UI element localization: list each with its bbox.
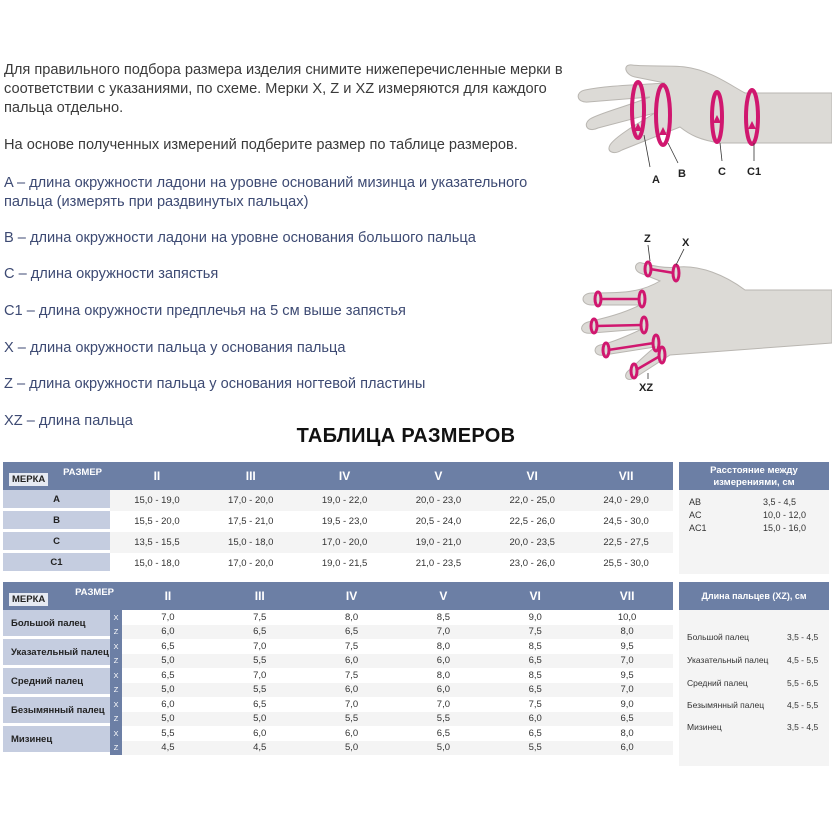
table-cell: 7,5: [489, 697, 581, 712]
table-cell: 22,5 - 26,0: [485, 511, 579, 532]
hand-measurement-diagram: [570, 55, 832, 190]
finger-name: Большой палец: [3, 610, 110, 639]
table-row: [3, 532, 673, 553]
table-cell: 24,5 - 30,0: [579, 511, 673, 532]
distance-name: AB: [689, 497, 702, 507]
finger-length-value: 4,5 - 5,5: [787, 700, 819, 710]
x-marker: X: [110, 697, 122, 712]
label-c1: C1: [747, 166, 762, 178]
table-cell: 6,5: [306, 625, 398, 640]
table2-size-label: РАЗМЕР: [75, 587, 114, 598]
distance-value: 3,5 - 4,5: [763, 497, 797, 507]
table-cell: 5,0: [214, 712, 306, 727]
table-cell: 7,0: [122, 610, 214, 625]
distance-name: AC: [689, 510, 702, 520]
table2-measure-label: МЕРКА: [9, 593, 48, 606]
table-cell: 9,0: [489, 610, 581, 625]
table-cell: 15,5 - 20,0: [110, 511, 204, 532]
table-cell: 17,0 - 20,0: [298, 532, 392, 553]
size-table-hand: [3, 462, 673, 574]
table2-corner: [3, 582, 122, 610]
table-cell: 6,0: [581, 741, 673, 756]
table-cell: 19,0 - 21,0: [391, 532, 485, 553]
table-cell: 24,0 - 29,0: [579, 490, 673, 511]
finger-length-value: 4,5 - 5,5: [787, 655, 819, 665]
row-label: C: [3, 532, 110, 553]
page-title: ТАБЛИЦА РАЗМЕРОВ: [296, 425, 516, 447]
definition-z: Z – длина окружности пальца у основания ногтевой пластины: [4, 376, 426, 392]
definition-x: X – длина окружности пальца у основания пальца: [4, 340, 346, 356]
row-label: C1: [3, 553, 110, 574]
table-cell: 7,5: [489, 625, 581, 640]
table2-size-header: V: [439, 589, 448, 603]
table-row: [3, 511, 673, 532]
table-cell: 9,5: [581, 639, 673, 654]
table-cell: 6,0: [122, 625, 214, 640]
finger-length-value: 5,5 - 6,5: [787, 678, 819, 688]
definition-xz: XZ – длина пальца: [4, 413, 133, 429]
table-cell: 6,5: [122, 668, 214, 683]
z-marker: Z: [110, 683, 122, 698]
table-cell: 6,5: [489, 683, 581, 698]
table-cell: 5,5: [397, 712, 489, 727]
table-cell: 5,0: [122, 654, 214, 669]
definition-c1: C1 – длина окружности предплечья на 5 см выше запястья: [4, 303, 406, 319]
table2-size-header: IV: [345, 589, 358, 603]
label-a: A: [652, 174, 660, 186]
table-cell: 7,0: [214, 668, 306, 683]
table-row: [3, 553, 673, 574]
finger-measurement-diagram: [570, 225, 832, 395]
finger-name: Средний палец: [3, 668, 110, 697]
table-cell: 7,0: [397, 625, 489, 640]
table-cell: 6,5: [214, 625, 306, 640]
table-cell: 5,5: [214, 654, 306, 669]
table1-size-header: IV: [338, 469, 351, 483]
table-cell: 7,0: [581, 683, 673, 698]
table-cell: 6,0: [214, 726, 306, 741]
table-row: [3, 668, 673, 683]
table-cell: 19,5 - 23,0: [298, 511, 392, 532]
table-cell: 7,5: [306, 639, 398, 654]
size-table-fingers: [3, 582, 673, 755]
row-label: A: [3, 490, 110, 511]
table-cell: 20,0 - 23,5: [485, 532, 579, 553]
label-c: C: [718, 166, 726, 178]
table2-size-header: VI: [529, 589, 541, 603]
distance-value: 15,0 - 16,0: [763, 523, 807, 533]
table1-size-header: VI: [526, 469, 538, 483]
distance-name: AC1: [689, 523, 707, 533]
table-row: [3, 697, 673, 712]
definition-a: A – длина окружности ладони на уровне оснований мизинца и указательного пальца (измерять при раздвинутых пальцах): [4, 175, 528, 210]
table-cell: 6,5: [397, 726, 489, 741]
z-marker: Z: [110, 654, 122, 669]
x-marker: X: [110, 610, 122, 625]
row-label: B: [3, 511, 110, 532]
table-cell: 7,0: [581, 654, 673, 669]
table-cell: 6,0: [397, 683, 489, 698]
finger-length-value: 3,5 - 4,5: [787, 722, 819, 732]
table1-size-header: VII: [618, 469, 634, 483]
table-row: [3, 726, 673, 741]
table-cell: 15,0 - 18,0: [110, 553, 204, 574]
table-cell: 5,0: [122, 683, 214, 698]
table2-size-header: VII: [619, 589, 635, 603]
table-cell: 8,0: [581, 726, 673, 741]
table-cell: 6,0: [397, 654, 489, 669]
table-cell: 19,0 - 21,5: [298, 553, 392, 574]
table-cell: 8,0: [397, 639, 489, 654]
table-cell: 10,0: [581, 610, 673, 625]
finger-name: Мизинец: [3, 726, 110, 755]
table-cell: 20,5 - 24,0: [391, 511, 485, 532]
table-cell: 5,5: [489, 741, 581, 756]
table-cell: 22,0 - 25,0: [485, 490, 579, 511]
distance-panel: [679, 462, 829, 574]
table-cell: 6,5: [489, 654, 581, 669]
table2-size-header: II: [164, 589, 172, 603]
table-cell: 8,0: [306, 610, 398, 625]
table-cell: 22,5 - 27,5: [579, 532, 673, 553]
table-cell: 4,5: [214, 741, 306, 756]
table-cell: 20,0 - 23,0: [391, 490, 485, 511]
table-cell: 15,0 - 18,0: [204, 532, 298, 553]
distance-value: 10,0 - 12,0: [763, 510, 807, 520]
finger-length-panel: [679, 582, 829, 766]
table-cell: 6,5: [489, 726, 581, 741]
table-cell: 21,0 - 23,5: [391, 553, 485, 574]
table1-size-header: V: [434, 469, 443, 483]
finger-length-name: Средний палец: [687, 678, 748, 688]
table-cell: 4,5: [122, 741, 214, 756]
finger-length-name: Безымянный палец: [687, 700, 765, 710]
table-cell: 23,0 - 26,0: [485, 553, 579, 574]
x-marker: X: [110, 668, 122, 683]
table-cell: 19,0 - 22,0: [298, 490, 392, 511]
table-cell: 7,0: [214, 639, 306, 654]
table-cell: 5,5: [122, 726, 214, 741]
table-cell: 6,5: [214, 697, 306, 712]
table-cell: 6,0: [306, 726, 398, 741]
table-cell: 9,5: [581, 668, 673, 683]
table-cell: 9,0: [581, 697, 673, 712]
finger-length-name: Мизинец: [687, 722, 722, 732]
table1-corner: [3, 462, 110, 490]
table-cell: 5,5: [214, 683, 306, 698]
table1-size-header: III: [245, 469, 256, 483]
finger-length-name: Указательный палец: [687, 655, 769, 665]
table-cell: 6,5: [581, 712, 673, 727]
table-row: [3, 490, 673, 511]
table-cell: 8,5: [489, 639, 581, 654]
definition-b: B – длина окружности ладони на уровне основания большого пальца: [4, 230, 476, 246]
intro-text: [4, 61, 564, 173]
table-cell: 7,5: [306, 668, 398, 683]
definition-c: C – длина окружности запястья: [4, 266, 219, 282]
label-x: X: [682, 237, 690, 249]
table-row: [3, 610, 673, 625]
label-b: B: [678, 168, 686, 180]
z-marker: Z: [110, 625, 122, 640]
label-xz: XZ: [639, 382, 654, 394]
table-cell: 6,0: [489, 712, 581, 727]
table2-size-header: III: [254, 589, 265, 603]
intro-paragraph-2: На основе полученных измерений подберите размер по таблице размеров.: [4, 137, 518, 153]
table-cell: 6,0: [306, 654, 398, 669]
table-cell: 8,0: [397, 668, 489, 683]
finger-length-title: Длина пальцев (XZ), см: [679, 582, 829, 610]
finger-name: Указательный палец: [3, 639, 110, 668]
finger-length-name: Большой палец: [687, 632, 750, 642]
table-cell: 5,5: [306, 712, 398, 727]
table-cell: 7,5: [214, 610, 306, 625]
x-marker: X: [110, 726, 122, 741]
table-cell: 25,5 - 30,0: [579, 553, 673, 574]
table1-size-label: РАЗМЕР: [63, 467, 102, 478]
table1-measure-label: МЕРКА: [9, 473, 48, 486]
table1-size-header: II: [153, 469, 161, 483]
label-z: Z: [644, 233, 651, 245]
z-marker: Z: [110, 712, 122, 727]
table-cell: 6,5: [122, 639, 214, 654]
table-cell: 6,0: [122, 697, 214, 712]
table-cell: 5,0: [122, 712, 214, 727]
intro-paragraph-1: Для правильного подбора размера изделия снимите нижеперечисленные мерки в соответствии с указаниями, по схеме. Мерки X, Z и XZ измеряются для каждого пальца отдельно.: [4, 62, 563, 116]
table-cell: 7,0: [306, 697, 398, 712]
finger-length-value: 3,5 - 4,5: [787, 632, 819, 642]
table-cell: 8,5: [489, 668, 581, 683]
table-cell: 8,0: [581, 625, 673, 640]
z-marker: Z: [110, 741, 122, 756]
table-cell: 17,5 - 21,0: [204, 511, 298, 532]
x-marker: X: [110, 639, 122, 654]
table-cell: 17,0 - 20,0: [204, 490, 298, 511]
table-cell: 15,0 - 19,0: [110, 490, 204, 511]
table-cell: 5,0: [397, 741, 489, 756]
table-cell: 5,0: [306, 741, 398, 756]
table-cell: 17,0 - 20,0: [204, 553, 298, 574]
table-cell: 6,0: [306, 683, 398, 698]
table-cell: 7,0: [397, 697, 489, 712]
finger-name: Безымянный палец: [3, 697, 110, 726]
table-row: [3, 639, 673, 654]
table-cell: 13,5 - 15,5: [110, 532, 204, 553]
table-cell: 8,5: [397, 610, 489, 625]
distance-panel-title: Расстояние между измерениями, см: [679, 462, 829, 490]
